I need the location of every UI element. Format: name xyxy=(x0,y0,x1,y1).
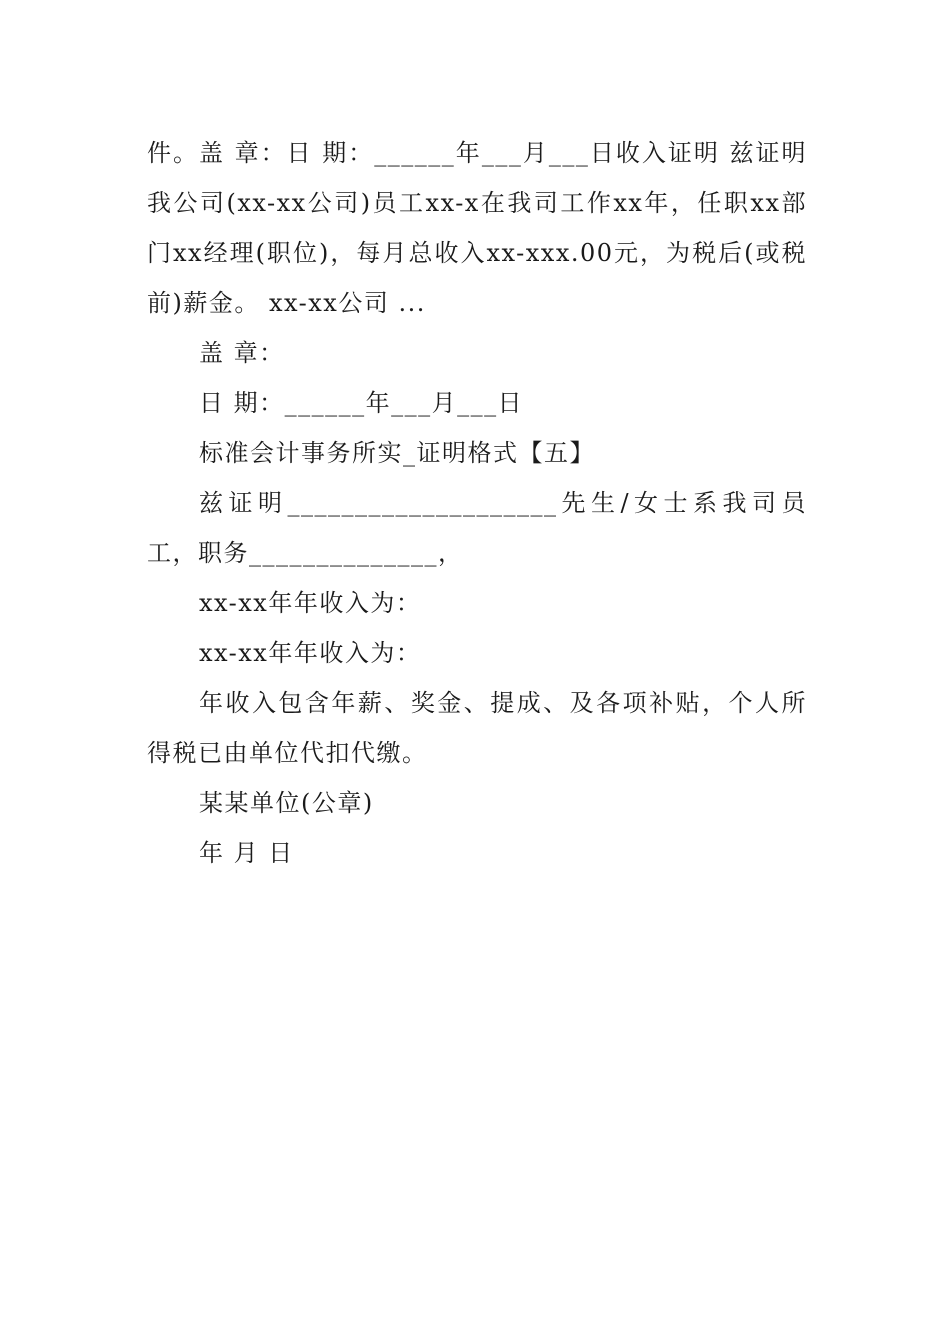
paragraph-seal: 盖 章： xyxy=(199,339,285,367)
paragraph-annual-income-1: xx-xx年年收入为： xyxy=(199,589,422,617)
paragraph-company-seal: 某某单位(公章) xyxy=(199,789,374,817)
paragraph-income-details: 年收入包含年薪、奖金、提成、及各项补贴，个人所得税已由单位代扣代缴。 xyxy=(147,689,807,767)
paragraph-date: 日 期：______年___月___日 xyxy=(199,389,524,417)
paragraph-income-certificate: 件。盖 章：日 期：______年___月___日收入证明 兹证明我公司(xx-xx公司)员工xx-x在我司工作xx年，任职xx部门xx经理(职位)，每月总收入xx-xxx.00元，为税后(或税前)薪金。 xx-xx公司 ... xyxy=(147,139,807,317)
document-body xyxy=(147,128,807,878)
section-heading: 标准会计事务所实_证明格式【五】 xyxy=(199,439,595,467)
paragraph-certify-employee: 兹证明____________________先生/女士系我司员工，职务______________， xyxy=(147,489,807,567)
paragraph-signature-date: 年 月 日 xyxy=(199,839,294,867)
paragraph-annual-income-2: xx-xx年年收入为： xyxy=(199,639,422,667)
